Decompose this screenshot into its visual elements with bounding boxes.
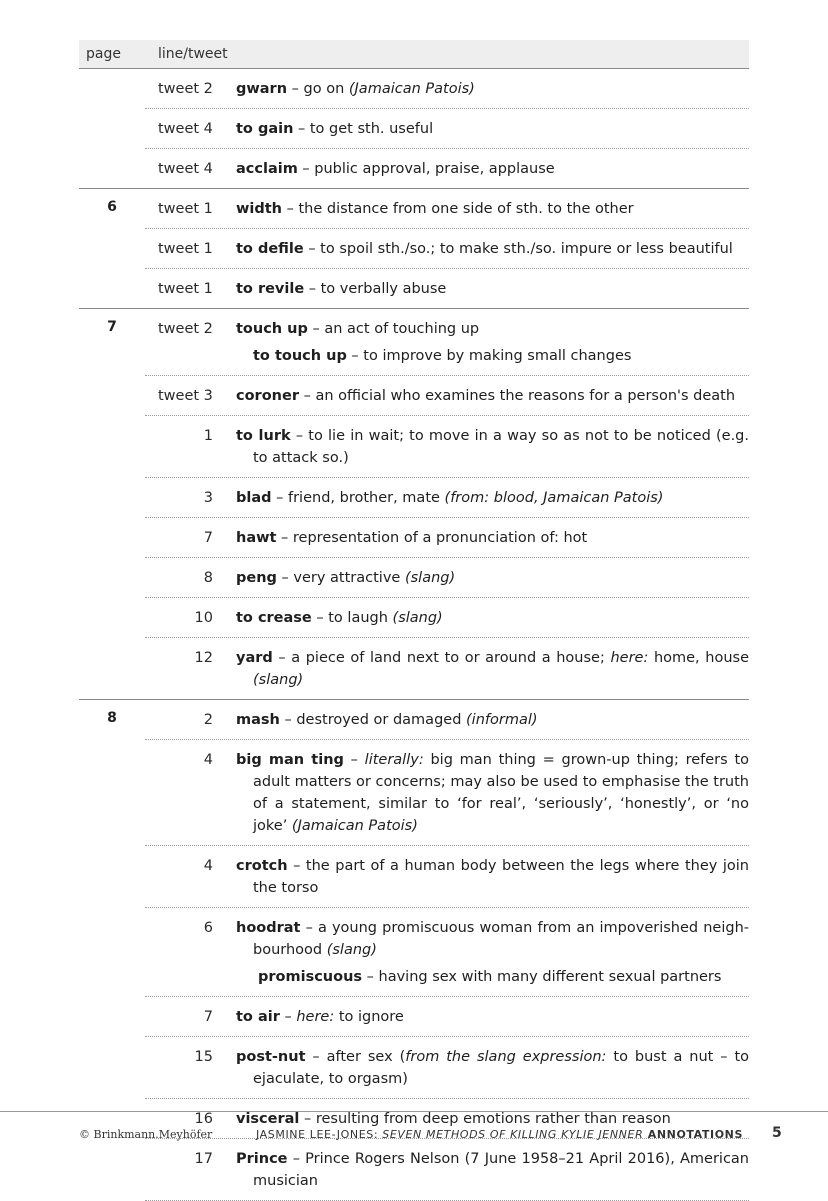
annotation-entry xyxy=(236,385,749,407)
sub-entry xyxy=(236,345,749,367)
running-title xyxy=(256,1128,743,1141)
term: post-nut xyxy=(236,1049,306,1065)
annotation-cell xyxy=(222,158,749,180)
table-row xyxy=(145,189,749,229)
table-row xyxy=(145,638,749,699)
term: to defile xyxy=(236,241,304,257)
table-row xyxy=(145,149,749,188)
copyright: © Brinkmann.Meyhöfer xyxy=(79,1128,213,1141)
title-work: SEVEN METHODS OF KILLING KYLIE JENNER xyxy=(382,1128,644,1141)
line-cell: tweet 4 xyxy=(158,161,213,177)
annotation-entry xyxy=(236,607,749,629)
term: to air xyxy=(236,1009,280,1025)
note: from the slang expression: xyxy=(405,1049,607,1065)
table-row xyxy=(145,376,749,416)
annotation-cell xyxy=(222,198,749,220)
annotation-entry xyxy=(236,278,749,300)
line-cell: 17 xyxy=(194,1151,213,1167)
annotation-cell xyxy=(222,78,749,100)
definition: – to laugh xyxy=(311,610,393,626)
annotation-cell xyxy=(222,425,749,469)
note: (Jamaican Patois) xyxy=(348,81,475,97)
table-row xyxy=(145,558,749,598)
line-cell: 2 xyxy=(203,712,213,728)
page-group xyxy=(79,69,749,188)
annotation-cell xyxy=(222,855,749,899)
line-cell: 12 xyxy=(194,650,213,666)
table-row xyxy=(145,309,749,376)
annotation-entry xyxy=(236,1006,749,1028)
definition: – a young promiscuous woman from an impoverished neighbourhood xyxy=(253,920,749,958)
term: width xyxy=(236,201,282,217)
note: (informal) xyxy=(466,712,538,728)
line-cell: tweet 3 xyxy=(158,388,213,404)
definition: – go on xyxy=(287,81,349,97)
footer-divider xyxy=(0,1111,828,1112)
annotation-cell xyxy=(222,749,749,837)
definition: – resulting from deep emotions rather than reason xyxy=(299,1111,671,1127)
annotation-cell xyxy=(222,647,749,691)
table-row xyxy=(145,109,749,149)
page-cell: 8 xyxy=(107,710,117,726)
annotation-entry xyxy=(236,158,749,180)
annotation-entry xyxy=(236,487,749,509)
table-row xyxy=(145,1037,749,1099)
header-line-tweet: line/tweet xyxy=(158,46,228,62)
term: big man ting xyxy=(236,752,344,768)
definition: – the distance from one side of sth. to the other xyxy=(282,201,634,217)
definition: – an act of touching up xyxy=(307,321,480,337)
line-cell: tweet 2 xyxy=(158,81,213,97)
line-cell: 7 xyxy=(203,530,213,546)
table-header xyxy=(79,40,749,69)
line-cell: 4 xyxy=(203,858,213,874)
definition: – to spoil sth./so.; to make sth./so. impure or less beautiful xyxy=(303,241,733,257)
definition: – the part of a human body between the legs where they join the torso xyxy=(253,858,749,896)
line-cell: tweet 1 xyxy=(158,201,213,217)
line-cell: 8 xyxy=(203,570,213,586)
term: mash xyxy=(236,712,280,728)
line-cell: tweet 2 xyxy=(158,321,213,337)
annotation-entry xyxy=(236,1046,749,1090)
note: here: xyxy=(610,650,649,666)
annotation-entry xyxy=(236,425,749,469)
term: to crease xyxy=(236,610,312,626)
page-cell xyxy=(79,69,145,188)
annotation-entry xyxy=(236,238,749,260)
definition: – xyxy=(343,752,365,768)
annotation-cell xyxy=(222,709,749,731)
annotation-cell xyxy=(222,607,749,629)
page-footer xyxy=(0,1122,828,1146)
header-page: page xyxy=(86,46,121,62)
term: peng xyxy=(236,570,277,586)
definition-cont: to ignore xyxy=(334,1009,404,1025)
definition: – to verbally abuse xyxy=(304,281,447,297)
table-row xyxy=(145,700,749,740)
annotation-cell xyxy=(222,238,749,260)
table-row xyxy=(145,740,749,846)
annotation-entry xyxy=(236,318,749,340)
table-row xyxy=(145,269,749,308)
definition: – representation of a pronunciation of: hot xyxy=(276,530,588,546)
term: acclaim xyxy=(236,161,298,177)
annotation-entry xyxy=(236,1148,749,1192)
table-row xyxy=(145,846,749,908)
annotation-entry xyxy=(236,198,749,220)
term: gwarn xyxy=(236,81,288,97)
table-row xyxy=(145,598,749,638)
page-cell: 7 xyxy=(107,319,117,335)
term: Prince xyxy=(236,1151,288,1167)
annotation-entry xyxy=(236,749,749,837)
term: hoodrat xyxy=(236,920,301,936)
annotation-cell xyxy=(222,318,749,367)
annotation-entry xyxy=(236,118,749,140)
term: yard xyxy=(236,650,273,666)
line-cell: tweet 1 xyxy=(158,281,213,297)
table-row xyxy=(145,478,749,518)
table-row xyxy=(145,229,749,269)
annotation-entry xyxy=(236,855,749,899)
note-cont: (slang) xyxy=(253,672,304,688)
annotation-cell xyxy=(222,487,749,509)
line-cell: 7 xyxy=(203,1009,213,1025)
note: (from: blood, Jamaican Patois) xyxy=(444,490,664,506)
line-cell: 6 xyxy=(203,920,213,936)
line-cell: 3 xyxy=(203,490,213,506)
annotation-entry xyxy=(236,709,749,731)
note: literally: xyxy=(364,752,424,768)
line-cell: tweet 4 xyxy=(158,121,213,137)
definition: – a piece of land next to or around a house; xyxy=(272,650,611,666)
page-group xyxy=(79,308,749,699)
sub-definition: – to improve by making small changes xyxy=(346,348,632,364)
term: crotch xyxy=(236,858,288,874)
definition: – after sex ( xyxy=(305,1049,406,1065)
sub-entry xyxy=(236,966,749,988)
table-row xyxy=(145,997,749,1037)
term: to revile xyxy=(236,281,305,297)
annotation-entry xyxy=(236,567,749,589)
line-cell: 16 xyxy=(194,1111,213,1127)
page-group xyxy=(79,188,749,308)
table-row xyxy=(145,69,749,109)
term: visceral xyxy=(236,1111,300,1127)
definition-cont: big man thing = grown-up thing; refers to adult matters or concerns; may also be used to emphasise the truth of a statement, similar to ‘for real’, ‘seriously’, ‘honestly’, or ‘no joke’ xyxy=(253,752,749,834)
note-cont: (Jamaican Patois) xyxy=(291,818,418,834)
line-cell: 15 xyxy=(194,1049,213,1065)
term: blad xyxy=(236,490,272,506)
sub-term: to touch up xyxy=(253,348,347,364)
term: to lurk xyxy=(236,428,291,444)
annotation-cell xyxy=(222,385,749,407)
title-prefix: JASMINE LEE-JONES: xyxy=(256,1128,383,1141)
definition-cont: home, house xyxy=(648,650,749,666)
annotation-entry xyxy=(236,647,749,691)
sub-definition: – having sex with many different sexual partners xyxy=(362,969,722,985)
annotation-cell xyxy=(222,118,749,140)
line-cell: 1 xyxy=(203,428,213,444)
definition: – to get sth. useful xyxy=(293,121,434,137)
term: coroner xyxy=(236,388,299,404)
annotation-cell xyxy=(222,1148,749,1192)
line-cell: tweet 1 xyxy=(158,241,213,257)
sub-term: promiscuous xyxy=(258,969,363,985)
annotation-cell xyxy=(222,567,749,589)
note: (slang) xyxy=(404,570,456,586)
annotation-cell xyxy=(222,1006,749,1028)
definition: – to lie in wait; to move in a way so as not to be noticed (e.g. to attack so.) xyxy=(253,428,749,466)
annotation-entry xyxy=(236,78,749,100)
definition: – Prince Rogers Nelson (7 June 1958–21 April 2016), American musician xyxy=(253,1151,749,1189)
annotation-cell xyxy=(222,1046,749,1090)
definition: – public approval, praise, applause xyxy=(297,161,555,177)
definition-cont: to bust a nut – to ejaculate, to orgasm) xyxy=(253,1049,749,1087)
annotation-cell xyxy=(222,917,749,988)
annotation-cell xyxy=(222,527,749,549)
annotations-table xyxy=(79,40,749,1201)
table-row xyxy=(145,416,749,478)
line-cell: 4 xyxy=(203,752,213,768)
note: (slang) xyxy=(326,942,377,958)
annotation-entry xyxy=(236,527,749,549)
definition: – xyxy=(279,1009,297,1025)
table-row xyxy=(145,908,749,997)
page-cell: 6 xyxy=(107,199,117,215)
table-row xyxy=(145,518,749,558)
table-row xyxy=(145,1139,749,1201)
definition: – friend, brother, mate xyxy=(271,490,445,506)
term: touch up xyxy=(236,321,308,337)
definition: – destroyed or damaged xyxy=(279,712,467,728)
definition: – an official who examines the reasons for a person's death xyxy=(298,388,736,404)
annotation-entry xyxy=(236,917,749,961)
page-number: 5 xyxy=(772,1125,782,1141)
term: to gain xyxy=(236,121,294,137)
annotation-cell xyxy=(222,278,749,300)
definition: – very attractive xyxy=(276,570,405,586)
term: hawt xyxy=(236,530,277,546)
title-suffix: ANNOTATIONS xyxy=(643,1128,744,1141)
note: here: xyxy=(296,1009,335,1025)
note: (slang) xyxy=(392,610,443,626)
table-body xyxy=(79,69,749,1201)
line-cell: 10 xyxy=(194,610,213,626)
